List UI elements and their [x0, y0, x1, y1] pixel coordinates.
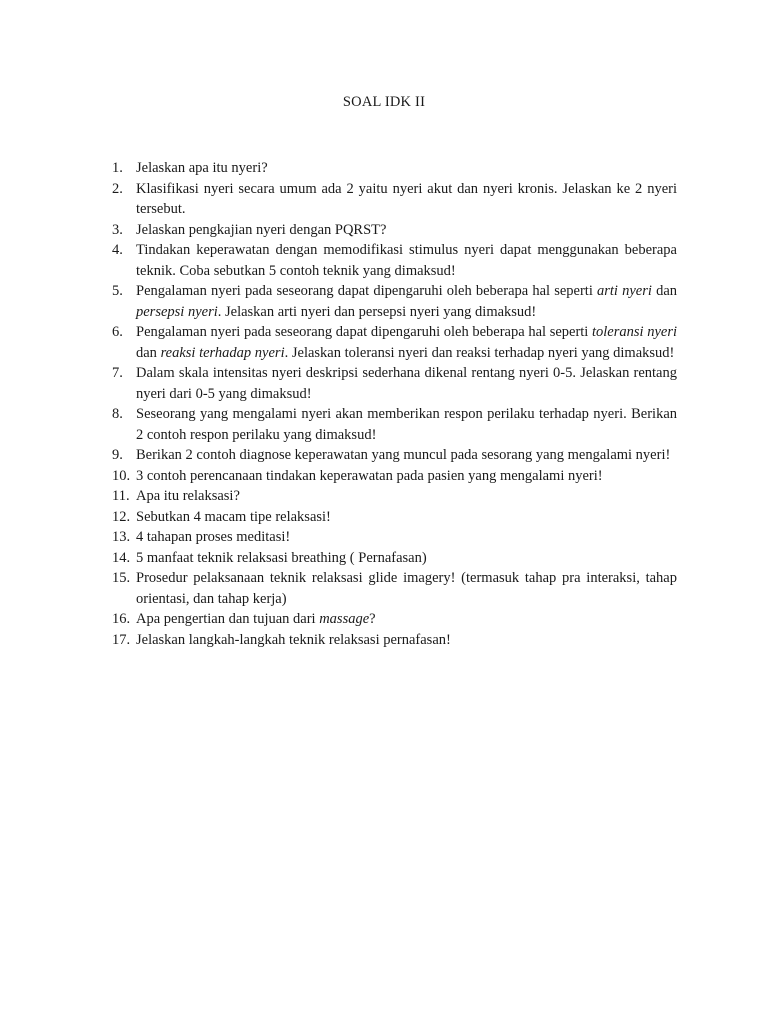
question-number: 10.	[112, 467, 131, 484]
question-text: Pengalaman nyeri pada seseorang dapat dipengaruhi oleh beberapa hal seperti arti nyeri dan persepsi nyeri. Jelaskan arti nyeri dan persepsi nyeri yang dimaksud!	[136, 283, 678, 320]
question-text: Apa itu relaksasi?	[136, 488, 240, 504]
list-item	[112, 322, 677, 363]
question-text: 5 manfaat teknik relaksasi breathing ( Pernafasan)	[136, 549, 427, 566]
list-item	[112, 363, 677, 404]
question-text: Tindakan keperawatan dengan memodifikasi stimulus nyeri dapat menggunakan beberapa teknik. Coba sebutkan 5 contoh teknik yang dimaksud!	[136, 242, 677, 279]
list-item	[112, 507, 677, 528]
question-text: 3 contoh perencanaan tindakan keperawatan pada pasien yang mengalami nyeri!	[136, 467, 603, 484]
question-number: 12.	[112, 508, 131, 525]
question-list	[112, 158, 678, 650]
list-item	[112, 609, 677, 630]
question-text: Jelaskan pengkajian nyeri dengan PQRST?	[136, 221, 387, 238]
list-item	[112, 158, 677, 179]
list-item	[112, 486, 677, 507]
list-item	[112, 527, 677, 548]
question-text: Apa pengertian dan tujuan dari massage?	[136, 611, 376, 627]
question-text: 4 tahapan proses meditasi!	[136, 529, 291, 545]
question-text: Berikan 2 contoh diagnose keperawatan yang muncul pada sesorang yang mengalami nyeri!	[136, 447, 671, 463]
question-text: Pengalaman nyeri pada seseorang dapat dipengaruhi oleh beberapa hal seperti toleransi nyeri dan reaksi terhadap nyeri. Jelaskan toleransi nyeri dan reaksi terhadap nyeri yang dimaksud!	[136, 324, 677, 361]
question-number: 15.	[112, 570, 131, 586]
question-number: 1.	[112, 160, 123, 176]
question-text: Jelaskan apa itu nyeri?	[136, 160, 268, 176]
question-number: 16.	[112, 611, 131, 627]
question-text: Dalam skala intensitas nyeri deskripsi sederhana dikenal rentang nyeri 0-5. Jelaskan rentang nyeri dari 0-5 yang dimaksud!	[136, 365, 677, 402]
question-number: 3.	[112, 221, 123, 238]
question-number: 17.	[112, 631, 131, 648]
list-item	[112, 220, 677, 241]
list-item	[112, 179, 677, 220]
question-text: Seseorang yang mengalami nyeri akan memberikan respon perilaku terhadap nyeri. Berikan 2 contoh respon perilaku yang dimaksud!	[136, 406, 677, 443]
list-item	[112, 630, 677, 651]
list-item	[112, 281, 678, 322]
list-item	[112, 404, 677, 445]
question-number: 8.	[112, 406, 123, 422]
question-text: Prosedur pelaksanaan teknik relaksasi glide imagery! (termasuk tahap pra interaksi, tahap orientasi, dan tahap kerja)	[136, 570, 677, 607]
question-number: 6.	[112, 324, 123, 340]
question-number: 5.	[112, 283, 123, 299]
list-item	[112, 240, 677, 281]
question-number: 4.	[112, 242, 123, 258]
question-text: Sebutkan 4 macam tipe relaksasi!	[136, 508, 331, 525]
question-number: 11.	[112, 488, 130, 504]
question-number: 2.	[112, 180, 123, 197]
question-text: Klasifikasi nyeri secara umum ada 2 yaitu nyeri akut dan nyeri kronis. Jelaskan ke 2 nyeri tersebut.	[136, 180, 677, 217]
list-item	[112, 466, 677, 487]
question-number: 13.	[112, 529, 131, 545]
list-item	[112, 445, 677, 466]
question-number: 9.	[112, 447, 123, 463]
list-item	[112, 568, 677, 609]
document-title: SOAL IDK II	[342, 94, 426, 110]
question-number: 7.	[112, 365, 123, 381]
list-item	[112, 548, 677, 569]
question-number: 14.	[112, 549, 131, 566]
question-text: Jelaskan langkah-langkah teknik relaksasi pernafasan!	[136, 631, 451, 648]
